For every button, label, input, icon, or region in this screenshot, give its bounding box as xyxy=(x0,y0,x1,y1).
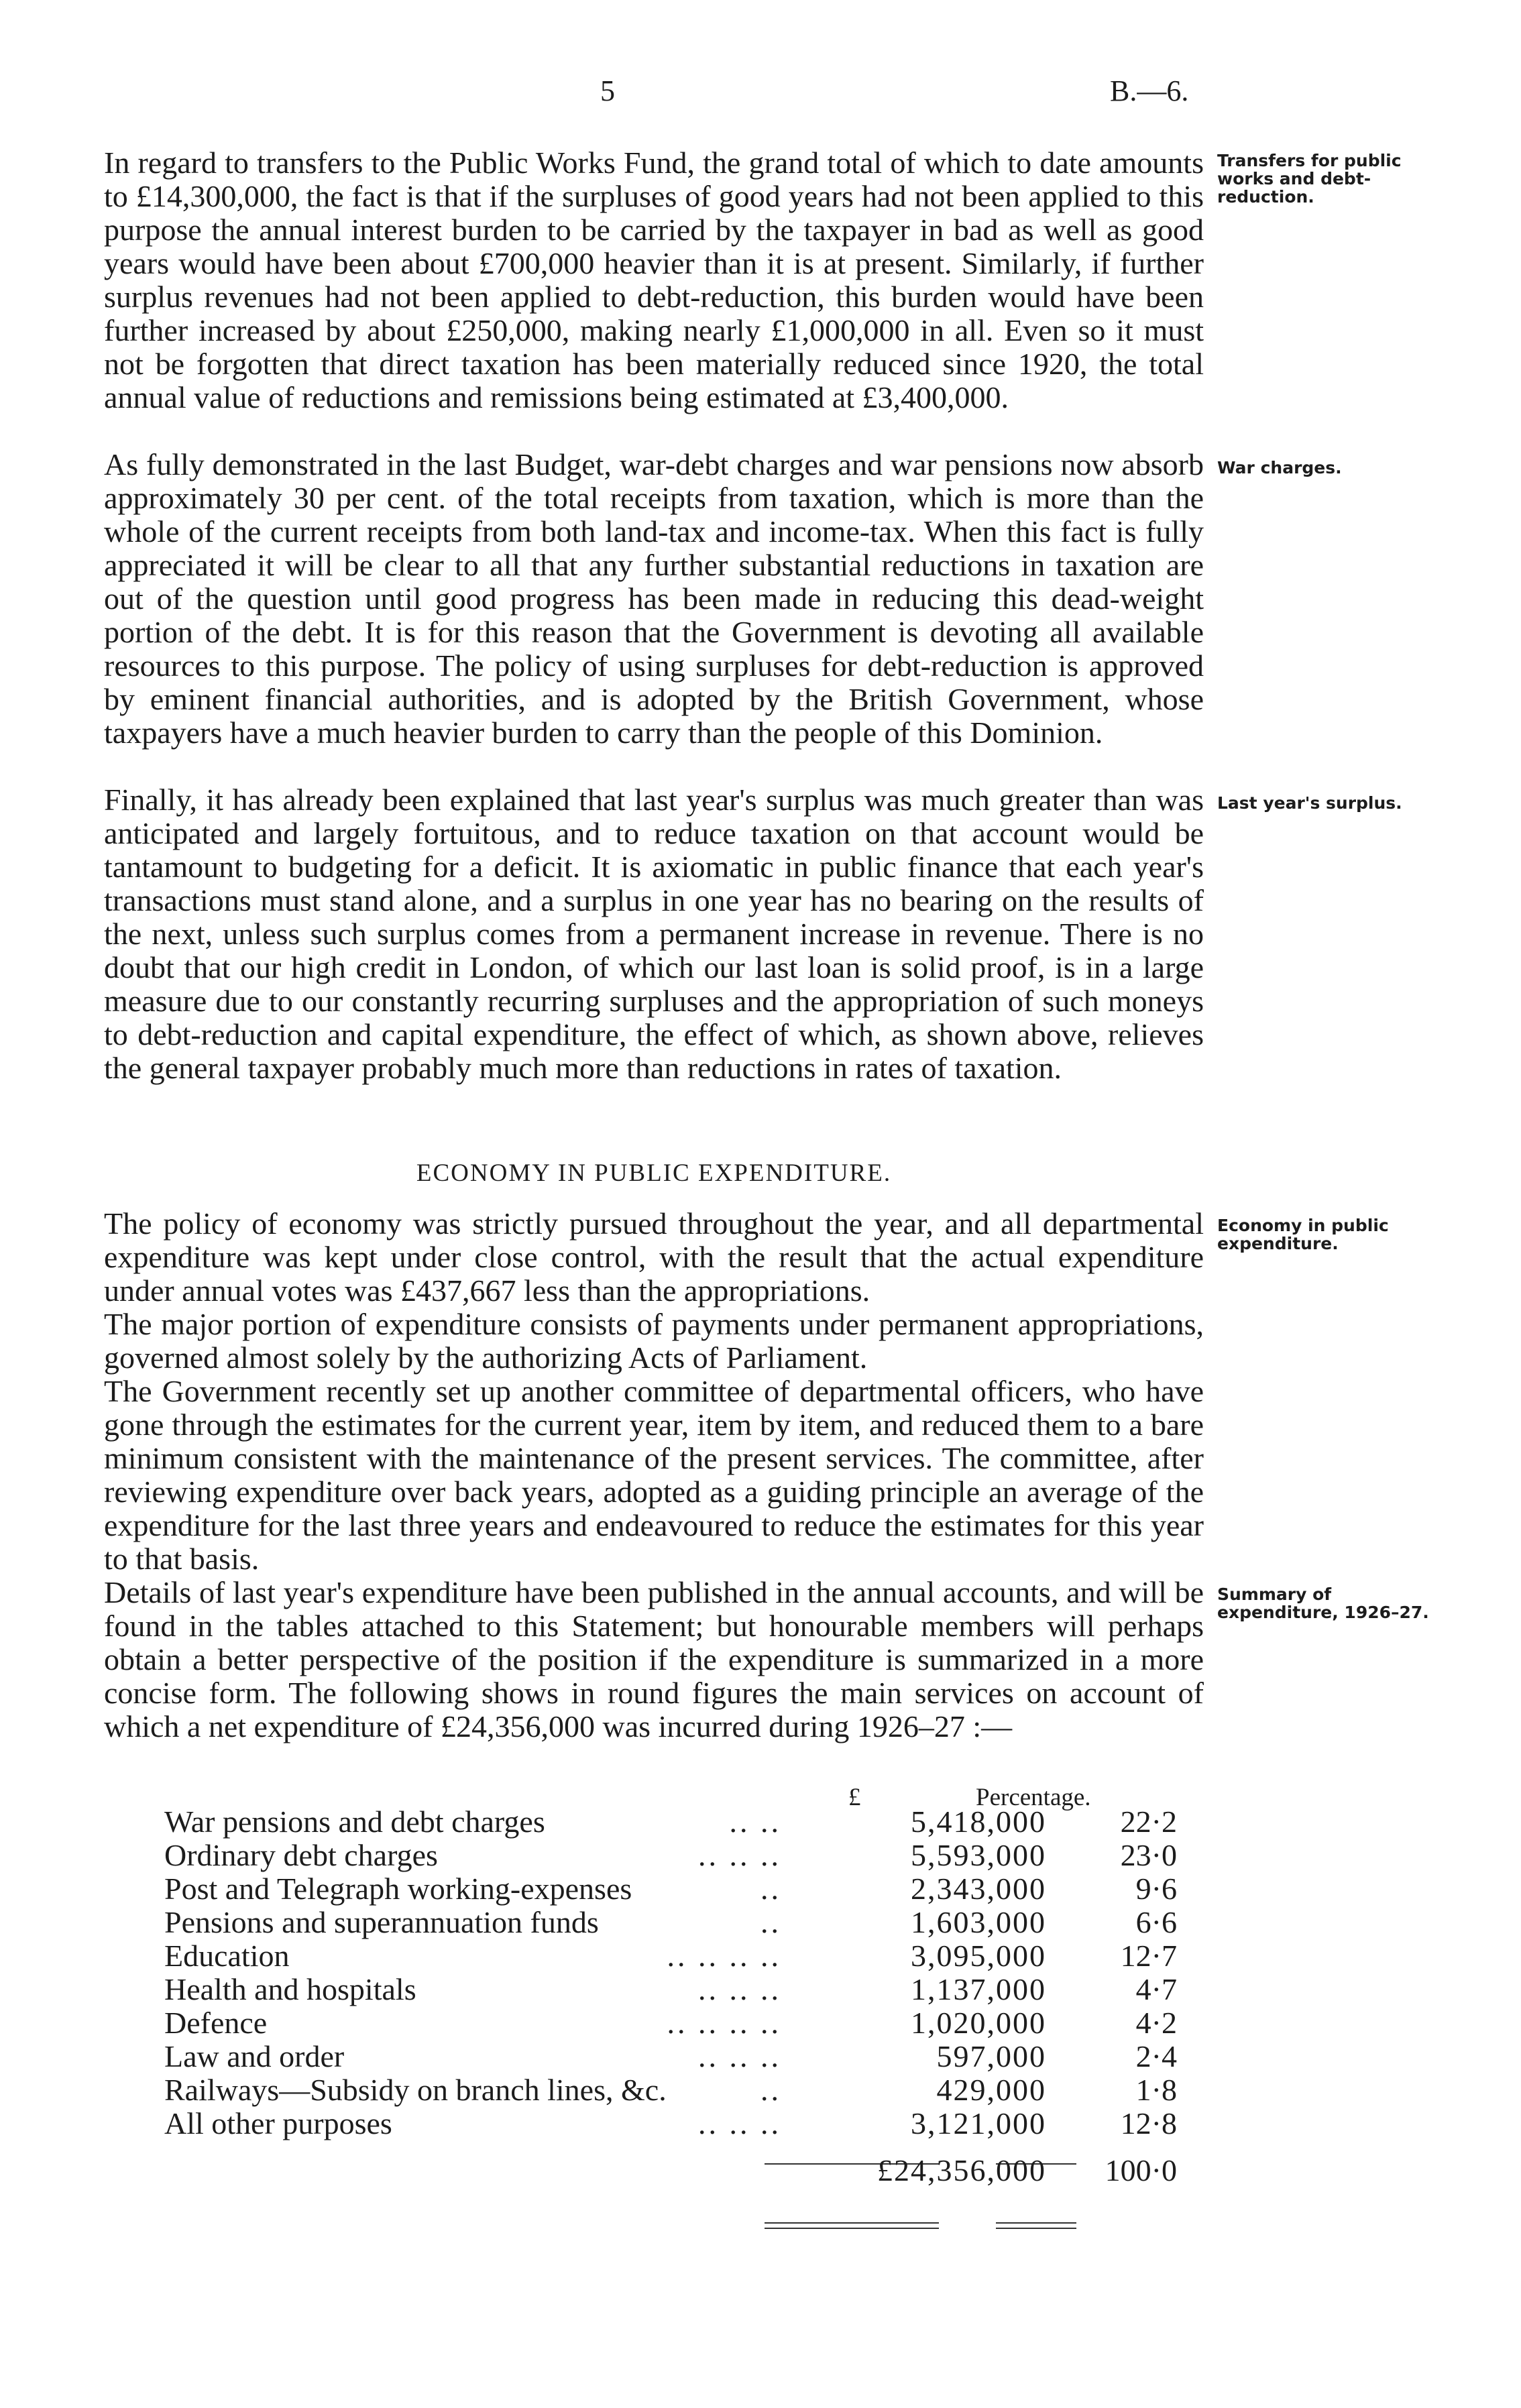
table-row xyxy=(104,1805,1204,1839)
section-heading: ECONOMY IN PUBLIC EXPENDITURE. xyxy=(416,1159,892,1187)
row-label: Pensions and superannuation funds xyxy=(164,1905,599,1939)
row-percentage: 12·8 xyxy=(1120,2106,1177,2140)
table-row xyxy=(104,1973,1204,2006)
paragraph-surplus xyxy=(104,783,1204,1085)
table-row xyxy=(104,1939,1204,1973)
leader-dots: .. .. .. xyxy=(698,2106,781,2140)
paragraph-text: The major portion of expenditure consists of payments under permanent appropriations, governed almost solely by the authorizing Acts of Parliament. xyxy=(104,1307,1204,1375)
paragraph-economy xyxy=(104,1207,1204,1576)
table-row xyxy=(104,2040,1204,2073)
row-label: Railways—Subsidy on branch lines, &c. xyxy=(164,2073,667,2107)
row-amount: 1,137,000 xyxy=(911,1972,1046,2006)
leader-dots: .. .. .. xyxy=(698,1838,781,1872)
row-label: Health and hospitals xyxy=(164,1972,416,2006)
row-label: Education xyxy=(164,1939,290,1973)
expenditure-table xyxy=(104,1781,1204,2201)
table-row xyxy=(104,1839,1204,1872)
leader-dots: .. .. .. .. xyxy=(667,2006,781,2040)
row-amount: 5,593,000 xyxy=(911,1838,1046,1872)
row-label: Law and order xyxy=(164,2039,345,2073)
paragraph-text: Details of last year's expenditure have been published in the annual accounts, and will be found in the tables attached to this Statement; but honourable members will perhaps obtain a better perspective of the position if the expenditure is summarized in a more concise form. The following shows in round figures the main services on account of which a net expenditure of £24,356,000 was incurred during 1926–27 :— xyxy=(104,1575,1204,1743)
total-double-rule-amount-2 xyxy=(765,2228,939,2229)
leader-dots: .. .. xyxy=(729,1804,781,1839)
table-header xyxy=(104,1781,1204,1811)
row-amount: 1,020,000 xyxy=(911,2006,1046,2040)
row-amount: 429,000 xyxy=(936,2073,1046,2107)
sidenote-transfers: Transfers for public works and debt-reduction. xyxy=(1217,151,1402,207)
leader-dots: .. xyxy=(760,2073,781,2107)
leader-dots: .. xyxy=(760,1905,781,1939)
column-header-amount: £ xyxy=(848,1784,861,1811)
table-row xyxy=(104,2006,1204,2040)
row-percentage: 1·8 xyxy=(1135,2073,1177,2107)
leader-dots: .. xyxy=(760,1872,781,1906)
total-double-rule-percentage-1 xyxy=(996,2222,1076,2224)
total-double-rule-amount-1 xyxy=(765,2222,939,2224)
row-percentage: 12·7 xyxy=(1120,1939,1177,1973)
table-row xyxy=(104,1906,1204,1939)
row-percentage: 6·6 xyxy=(1135,1905,1177,1939)
total-double-rule-percentage-2 xyxy=(996,2228,1076,2229)
total-amount: £24,356,000 xyxy=(877,2153,1046,2187)
sidenote-war-charges: War charges. xyxy=(1217,458,1342,477)
row-amount: 2,343,000 xyxy=(911,1872,1046,1906)
row-percentage: 22·2 xyxy=(1120,1804,1177,1839)
table-row xyxy=(104,1872,1204,1906)
table-row xyxy=(104,2073,1204,2107)
row-label: Defence xyxy=(164,2006,268,2040)
paragraph-war-charges xyxy=(104,448,1204,750)
row-amount: 597,000 xyxy=(936,2039,1046,2073)
sidenote-summary: Summary of expenditure, 1926–27. xyxy=(1217,1585,1429,1622)
paragraph-text: Finally, it has already been explained that last year's surplus was much greater than was anticipated and largely fortuitous, and to reduce taxation on that account would be tantamount to budgeting for a deficit. It is axiomatic in public finance that each year's transactions must stand alone, and a surplus in one year has no bearing on the results of the next, unless such surplus comes from a permanent increase in revenue. There is no doubt that our high credit in London, of which our last loan is solid proof, is in a large measure due to our constantly recurring surpluses and the appropriation of such moneys to debt-reduction and capital expenditure, the effect of which, as shown above, relieves the general taxpayer probably much more than reductions in rates of taxation. xyxy=(104,783,1204,1085)
paragraph-text: As fully demonstrated in the last Budget, war-debt charges and war pensions now absorb approximately 30 per cent. of the total receipts from taxation, which is more than the whole of the current receipts from both land-tax and income-tax. When this fact is fully appreciated it will be clear to all that any further substantial reductions in taxation are out of the question until good progress has been made in reducing this dead-weight portion of the debt. It is for this reason that the Government is devoting all available resources to this purpose. The policy of using surpluses for debt-reduction is approved by eminent financial authorities, and is adopted by the British Government, whose taxpayers have a much heavier burden to carry than the people of this Dominion. xyxy=(104,447,1204,750)
row-label: Post and Telegraph working-expenses xyxy=(164,1872,632,1906)
paragraph-text: The Government recently set up another committee of departmental officers, who have gone through the estimates for the current year, item by item, and reduced them to a bare minimum consistent with the maintenance of the present services. The committee, after reviewing expenditure over back years, adopted as a guiding principle an average of the expenditure for the last three years and endeavoured to reduce the estimates for this year to that basis. xyxy=(104,1374,1204,1576)
paragraph-summary xyxy=(104,1576,1204,1743)
row-percentage: 4·7 xyxy=(1135,1972,1177,2006)
row-amount: 5,418,000 xyxy=(911,1804,1046,1839)
leader-dots: .. .. .. xyxy=(698,2039,781,2073)
row-amount: 3,095,000 xyxy=(911,1939,1046,1973)
total-percentage: 100·0 xyxy=(1105,2153,1177,2187)
paragraph-text: The policy of economy was strictly pursued throughout the year, and all departmental expenditure was kept under close control, with the result that the actual expenditure under annual votes was £437,667 less than the appropriations. xyxy=(104,1206,1204,1308)
page-number: 5 xyxy=(600,74,615,107)
row-percentage: 2·4 xyxy=(1135,2039,1177,2073)
sidenote-economy: Economy in public expenditure. xyxy=(1217,1216,1389,1253)
row-label: War pensions and debt charges xyxy=(164,1804,545,1839)
row-percentage: 4·2 xyxy=(1135,2006,1177,2040)
column-header-percentage: Percentage. xyxy=(976,1784,1091,1811)
row-amount: 3,121,000 xyxy=(911,2106,1046,2140)
paragraph-transfers xyxy=(104,146,1204,414)
row-label: Ordinary debt charges xyxy=(164,1838,438,1872)
leader-dots: .. .. .. .. xyxy=(667,1939,781,1973)
sidenote-surplus: Last year's surplus. xyxy=(1217,793,1402,813)
row-label: All other purposes xyxy=(164,2106,392,2140)
table-row xyxy=(104,2107,1204,2140)
leader-dots: .. .. .. xyxy=(698,1972,781,2006)
row-amount: 1,603,000 xyxy=(911,1905,1046,1939)
paragraph-text: In regard to transfers to the Public Works Fund, the grand total of which to date amounts to £14,300,000, the fact is that if the surpluses of good years had not been applied to this purpose the annual interest burden to be carried by the taxpayer in bad as well as good years would have been about £700,000 heavier than it is at present. Similarly, if further surplus revenues had not been applied to debt-reduction, this burden would have been further increased by about £250,000, making nearly £1,000,000 in all. Even so it must not be forgotten that direct taxation has been materially reduced since 1920, the total annual value of reductions and remissions being estimated at £3,400,000. xyxy=(104,146,1204,414)
row-percentage: 23·0 xyxy=(1120,1838,1177,1872)
total-row xyxy=(104,2154,1204,2201)
row-percentage: 9·6 xyxy=(1135,1872,1177,1906)
document-reference: B.—6. xyxy=(1110,74,1189,107)
table-body xyxy=(104,1805,1204,2140)
